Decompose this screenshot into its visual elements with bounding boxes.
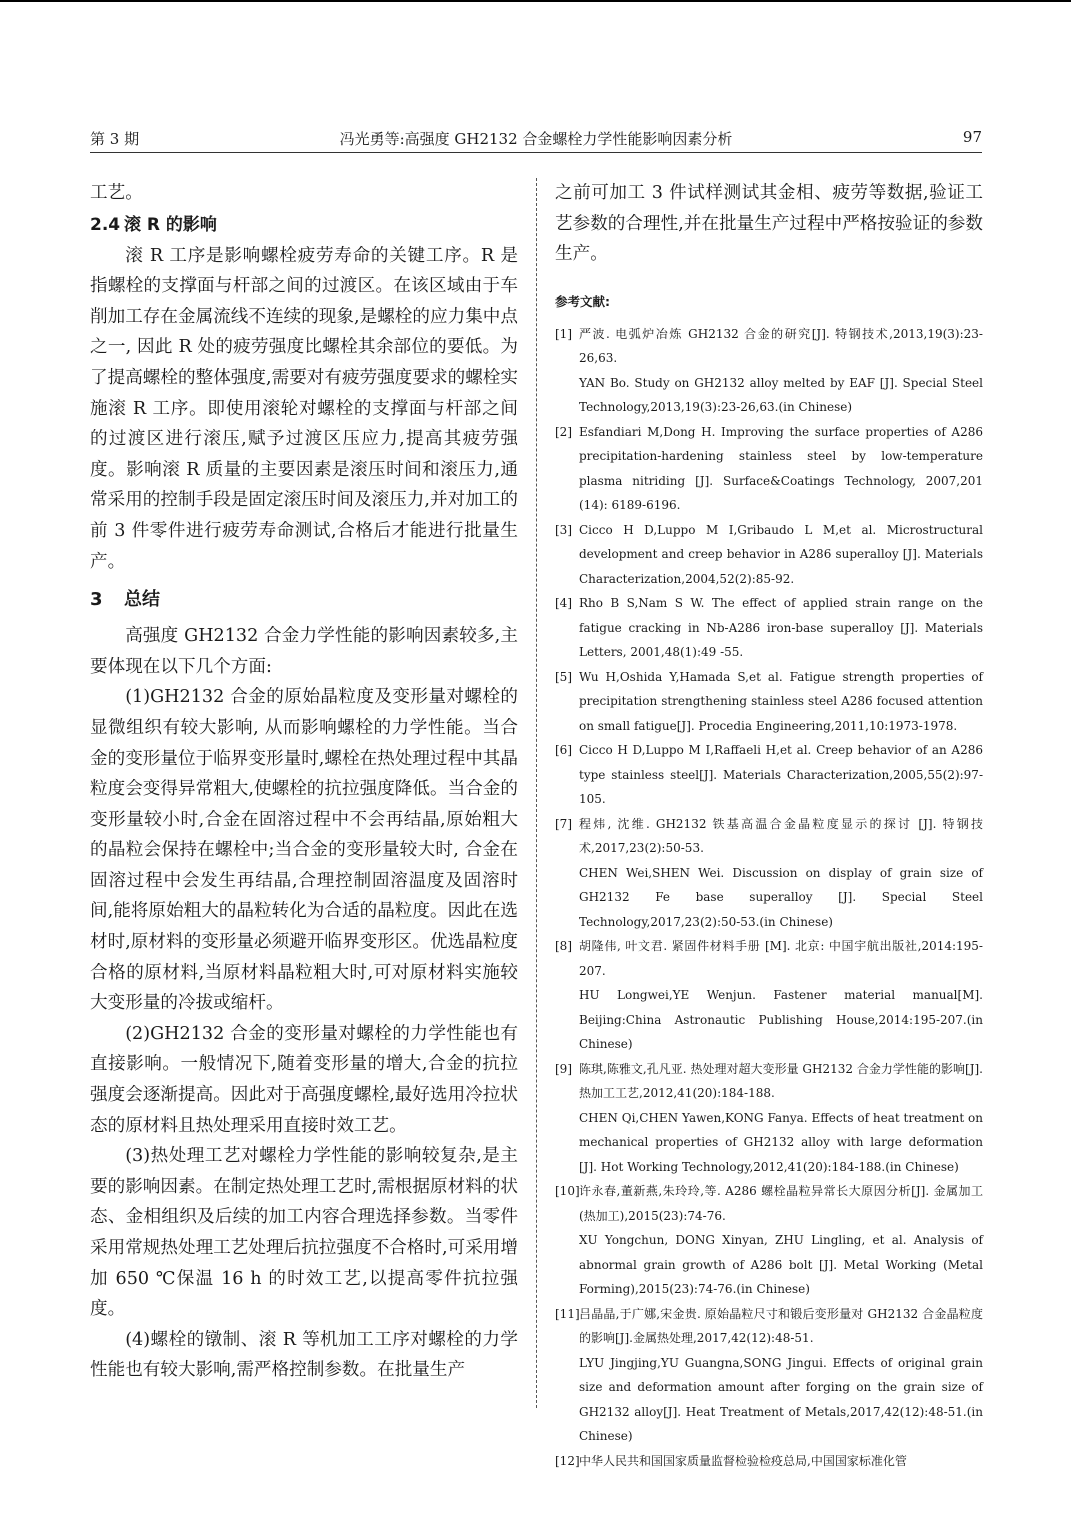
- reference-item: [555, 591, 983, 665]
- reference-text: 陈琪,陈雅文,孔凡亚. 热处理对超大变形量 GH2132 合金力学性能的影响[J]. 热加工工艺,2012,41(20):184-188.: [579, 1061, 983, 1101]
- reference-item: [555, 518, 983, 592]
- reference-number: [10]: [555, 1184, 580, 1199]
- reference-text: 许永春,董新燕,朱玲玲,等. A286 螺栓晶粒异常长大原因分析[J]. 金属加工(热加工),2015(23):74-76.: [579, 1184, 983, 1223]
- reference-text: Wu H,Oshida Y,Hamada S,et al. Fatigue strength properties of precipitation strengthening stainless steel A286 focused attention on small fatigue[J]. Procedia Engineering,2011,10:1973-1978.: [579, 669, 983, 733]
- reference-list: [555, 322, 983, 1474]
- continued-paragraph: 之前可加工 3 件试样测试其金相、疲劳等数据,验证工艺参数的合理性,并在批量生产过程中严格按验证的参数生产。: [555, 183, 983, 265]
- reference-text: 严波. 电弧炉冶炼 GH2132 合金的研究[J]. 特钢技术,2013,19(3):23-26,63.: [579, 326, 983, 366]
- reference-english: CHEN Wei,SHEN Wei. Discussion on display of grain size of GH2132 Fe base superalloy [J]. Special Steel Technology,2017,23(2):50-53.(in Chinese): [579, 865, 983, 929]
- paragraph: (4)螺栓的镦制、滚 R 等机加工工序对螺栓的力学性能也有较大影响,需严格控制参数。在批量生产: [90, 1329, 518, 1381]
- section-heading-3: [90, 583, 518, 617]
- reference-item: [555, 738, 983, 812]
- left-column: [90, 178, 518, 1386]
- paragraph: 滚 R 工序是影响螺栓疲劳寿命的关键工序。R 是指螺栓的支撑面与杆部之间的过渡区。在该区域由于车削加工存在金属流线不连续的现象,是螺栓的应力集中点之一, 因此 R 处的疲劳强度比螺栓其余部位的要低。为了提高螺栓的整体强度,需要对有疲劳强度要求的螺栓实施滚 R 工序。即使用滚轮对螺栓的支撑面与杆部之间的过渡区进行滚压,赋予过渡区压应力,提高其疲劳强度。影响滚 R 质量的主要因素是滚压时间和滚压力,通常采用的控制手段是固定滚压时间及滚压力,并对加工的前 3 件零件进行疲劳寿命测试,合格后才能进行批量生产。: [90, 245, 518, 572]
- reference-number: [4]: [555, 596, 572, 611]
- column-divider: [536, 178, 537, 1408]
- reference-item: [555, 812, 983, 935]
- paragraph: (3)热处理工艺对螺栓力学性能的影响较复杂,是主要的影响因素。在制定热处理工艺时,需根据原材料的状态、金相组织及后续的加工内容合理选择参数。当零件采用常规热处理工艺处理后抗拉强度不合格时,可采用增加 650 ℃保温 16 h 的时效工艺,以提高零件抗拉强度。: [90, 1146, 518, 1320]
- running-title: 冯光勇等:高强度 GH2132 合金螺栓力学性能影响因素分析: [339, 130, 733, 148]
- reference-text: Esfandiari M,Dong H. Improving the surface properties of A286 precipitation-hardening stainless steel by low-temperature plasma nitriding [J]. Surface&Coatings Technology, 2007,201 (14): 6189-6196.: [579, 424, 983, 513]
- reference-text: Cicco H D,Luppo M I,Gribaudo L M,et al. Microstructural development and creep behavior in A286 superalloy [J]. Materials Characterization,2004,52(2):85-92.: [579, 522, 983, 586]
- section-heading-2-4: [90, 209, 518, 241]
- reference-text: 吕晶晶,于广娜,宋金贵. 原始晶粒尺寸和锻后变形量对 GH2132 合金晶粒度的影响[J].金属热处理,2017,42(12):48-51.: [579, 1306, 983, 1346]
- reference-text: 程炜, 沈维. GH2132 铁基高温合金晶粒度显示的探讨 [J]. 特钢技术,2017,23(2):50-53.: [579, 816, 983, 856]
- reference-number: [3]: [555, 522, 572, 537]
- reference-text: 胡隆伟, 叶文君. 紧固件材料手册 [M]. 北京: 中国宇航出版社,2014:195-207.: [579, 939, 983, 978]
- reference-item: [555, 322, 983, 420]
- reference-text: 中华人民共和国国家质量监督检验检疫总局,中国国家标准化管: [579, 1453, 907, 1468]
- reference-number: [11]: [555, 1306, 580, 1321]
- reference-number: [9]: [555, 1061, 572, 1076]
- paragraph: (1)GH2132 合金的原始晶粒度及变形量对螺栓的显微组织有较大影响, 从而影响螺栓的力学性能。当合金的变形量位于临界变形量时,螺栓在热处理过程中其晶粒度会变得异常粗大,使螺栓的抗拉强度降低。当合金的变形量较小时,合金在固溶过程中不会再结晶,原始粗大的晶粒会保持在螺栓中;当合金的变形量较大时, 合金在固溶过程中会发生再结晶,合理控制固溶温度及固溶时间,能将原始粗大的晶粒转化为合适的晶粒度。因此在选材时,原材料的变形量必须避开临界变形区。优选晶粒度合格的原材料,当原材料晶粒粗大时,可对原材料实施较大变形量的冷拔或缩杆。: [90, 687, 518, 1014]
- references-heading: 参考文献:: [555, 293, 610, 309]
- section-title: 总结: [124, 589, 160, 611]
- section-number: 3: [90, 589, 103, 611]
- top-rule: [0, 0, 1071, 2]
- reference-item: [555, 420, 983, 518]
- reference-item: [555, 1449, 983, 1474]
- running-header: [90, 122, 982, 153]
- reference-english: LYU Jingjing,YU Guangna,SONG Jingui. Effects of original grain size and deformation amount after forging on the grain size of GH2132 alloy[J]. Heat Treatment of Metals,2017,42(12):48-51.(in Chinese): [579, 1355, 983, 1444]
- reference-number: [1]: [555, 326, 572, 341]
- reference-item: [555, 1057, 983, 1180]
- reference-item: [555, 1179, 983, 1302]
- reference-number: [5]: [555, 669, 572, 684]
- reference-item: [555, 665, 983, 739]
- reference-english: YAN Bo. Study on GH2132 alloy melted by EAF [J]. Special Steel Technology,2013,19(3):23-26,63.(in Chinese): [579, 375, 983, 415]
- carryover-text: 工艺。: [90, 183, 143, 203]
- section-number: 2.4: [90, 214, 121, 235]
- reference-english: XU Yongchun, DONG Xinyan, ZHU Lingling, et al. Analysis of abnormal grain growth of A286 bolt [J]. Metal Working (Metal Forming),2015(23):74-76.(in Chinese): [579, 1233, 983, 1297]
- reference-number: [2]: [555, 424, 572, 439]
- paragraph: (2)GH2132 合金的变形量对螺栓的力学性能也有直接影响。一般情况下,随着变形量的增大,合金的抗拉强度会逐渐提高。因此对于高强度螺栓,最好选用冷拉状态的原材料且热处理采用直接时效工艺。: [90, 1023, 518, 1136]
- reference-text: Rho B S,Nam S W. The effect of applied strain range on the fatigue cracking in Nb-A286 iron-base superalloy [J]. Materials Letters, 2001,48(1):49 -55.: [579, 596, 983, 660]
- reference-english: CHEN Qi,CHEN Yawen,KONG Fanya. Effects of heat treatment on mechanical properties of GH2132 alloy with large deformation [J]. Hot Working Technology,2012,41(20):184-188.(in Chinese): [579, 1110, 983, 1174]
- reference-english: HU Longwei,YE Wenjun. Fastener material manual[M]. Beijing:China Astronautic Publishing House,2014:195-207.(in Chinese): [579, 988, 983, 1052]
- section-title: 滚 R 的影响: [124, 214, 217, 235]
- paragraph: 高强度 GH2132 合金力学性能的影响因素较多,主要体现在以下几个方面:: [90, 626, 518, 677]
- right-column: [555, 178, 983, 1473]
- reference-number: [12]: [555, 1453, 580, 1468]
- issue-number: 第 3 期: [90, 130, 140, 148]
- reference-item: [555, 934, 983, 1057]
- reference-number: [6]: [555, 743, 572, 758]
- reference-number: [7]: [555, 816, 572, 831]
- page-number: 97: [962, 128, 982, 146]
- reference-item: [555, 1302, 983, 1449]
- reference-number: [8]: [555, 939, 572, 954]
- reference-text: Cicco H D,Luppo M I,Raffaeli H,et al. Creep behavior of an A286 type stainless steel[J]. Materials Characterization,2005,55(2):97-105.: [579, 743, 983, 807]
